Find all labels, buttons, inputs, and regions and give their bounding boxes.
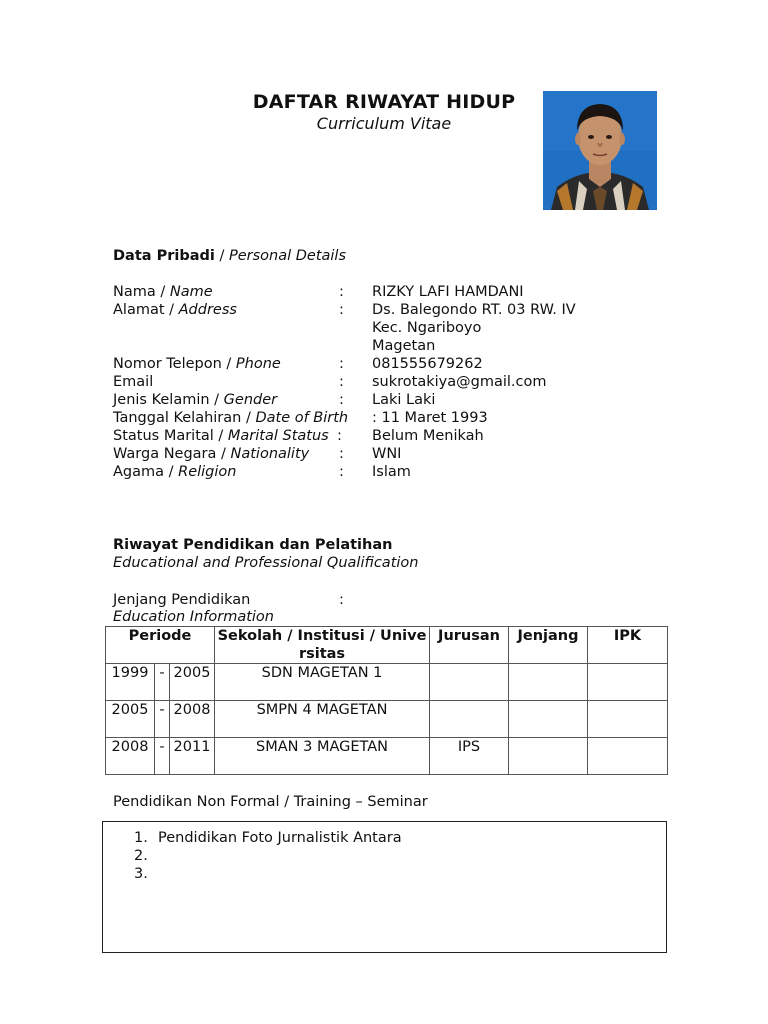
personal-heading-id: Data Pribadi: [113, 248, 215, 264]
field-colon: :: [339, 302, 344, 318]
field-label-en: Nationality: [230, 446, 310, 462]
field-value: 081555679262: [372, 356, 483, 372]
list-item-number: 1.: [134, 830, 148, 846]
header-ipk: IPK: [588, 627, 668, 664]
field-label: Jenis Kelamin /: [113, 392, 224, 408]
education-heading-en: Educational and Professional Qualification: [113, 555, 419, 571]
cell-school: SMAN 3 MAGETAN: [215, 738, 430, 775]
table-row: [106, 664, 668, 701]
field-label-en: Gender: [223, 392, 278, 408]
cell-school: SMPN 4 MAGETAN: [215, 701, 430, 738]
cell-school: SDN MAGETAN 1: [215, 664, 430, 701]
field-colon: :: [339, 392, 344, 408]
nonformal-box: [102, 821, 667, 953]
field-value: Kec. Ngariboyo: [372, 320, 482, 336]
profile-photo: [543, 91, 657, 210]
cell-jenjang: [509, 738, 588, 775]
list-item: [134, 865, 158, 883]
field-value: : 11 Maret 1993: [372, 410, 488, 426]
cell-dash: -: [155, 738, 170, 775]
field-label: Alamat /: [113, 302, 179, 318]
education-info-label-id: Jenjang Pendidikan: [113, 592, 251, 608]
field-colon: :: [339, 464, 344, 480]
cell-ipk: [588, 664, 668, 701]
field-value: sukrotakiya@gmail.com: [372, 374, 547, 390]
cell-ipk: [588, 738, 668, 775]
education-info-colon: :: [339, 592, 344, 608]
field-label-en: Marital Status: [227, 428, 329, 444]
field-value: Islam: [372, 464, 411, 480]
education-heading-id: Riwayat Pendidikan dan Pelatihan: [113, 537, 393, 553]
cell-jenjang: [509, 701, 588, 738]
cell-to: 2005: [170, 664, 215, 701]
field-label: Nama /: [113, 284, 170, 300]
field-label: Tanggal Kelahiran /: [113, 410, 256, 426]
field-label: Agama /: [113, 464, 179, 480]
header-periode: Periode: [106, 627, 215, 664]
cell-dash: -: [155, 701, 170, 738]
personal-heading-en: Personal Details: [228, 248, 347, 264]
list-item-number: 2.: [134, 848, 148, 864]
education-section-heading: [113, 536, 418, 572]
cell-jurusan: IPS: [430, 738, 509, 775]
cell-from: 1999: [106, 664, 155, 701]
list-item: [134, 829, 402, 847]
cell-jenjang: [509, 664, 588, 701]
education-table-header: [106, 627, 668, 664]
field-value: Laki Laki: [372, 392, 436, 408]
nonformal-heading: Pendidikan Non Formal / Training – Seminar: [113, 794, 428, 810]
person-portrait-icon: [543, 91, 657, 210]
list-item-number: 3.: [134, 866, 148, 882]
education-info-label-en: Education Information: [113, 609, 274, 625]
field-colon: :: [339, 356, 344, 372]
header-sekolah: Sekolah / Institusi / Universitas: [215, 627, 430, 664]
cell-to: 2011: [170, 738, 215, 775]
field-label-en: Date of Birth: [255, 410, 349, 426]
list-item: [134, 847, 158, 865]
field-label: Email: [113, 374, 154, 390]
personal-section-heading: Data Pribadi / Personal Details: [113, 248, 347, 264]
table-row: [106, 738, 668, 775]
field-label: Nomor Telepon /: [113, 356, 236, 372]
list-item-text: Pendidikan Foto Jurnalistik Antara: [158, 830, 402, 846]
cell-dash: -: [155, 664, 170, 701]
education-table: [105, 626, 668, 775]
cell-ipk: [588, 701, 668, 738]
field-value: WNI: [372, 446, 402, 462]
field-colon: :: [337, 428, 342, 444]
field-label: Status Marital /: [113, 428, 228, 444]
field-colon: :: [339, 374, 344, 390]
table-row: [106, 701, 668, 738]
cell-from: 2008: [106, 738, 155, 775]
cell-to: 2008: [170, 701, 215, 738]
field-label-en: Religion: [178, 464, 237, 480]
field-label-en: Address: [178, 302, 237, 318]
document-title: DAFTAR RIWAYAT HIDUP: [252, 91, 516, 113]
field-value: Magetan: [372, 338, 436, 354]
field-label-en: Name: [169, 284, 213, 300]
field-value: Ds. Balegondo RT. 03 RW. IV: [372, 302, 576, 318]
header-jenjang: Jenjang: [509, 627, 588, 664]
field-label-en: Phone: [235, 356, 281, 372]
cell-jurusan: [430, 701, 509, 738]
document-subtitle: Curriculum Vitae: [316, 114, 452, 133]
field-value: RIZKY LAFI HAMDANI: [372, 284, 524, 300]
field-value: Belum Menikah: [372, 428, 484, 444]
cell-from: 2005: [106, 701, 155, 738]
field-label: Warga Negara /: [113, 446, 231, 462]
cell-jurusan: [430, 664, 509, 701]
field-colon: :: [339, 446, 344, 462]
header-jurusan: Jurusan: [430, 627, 509, 664]
field-colon: :: [339, 284, 344, 300]
